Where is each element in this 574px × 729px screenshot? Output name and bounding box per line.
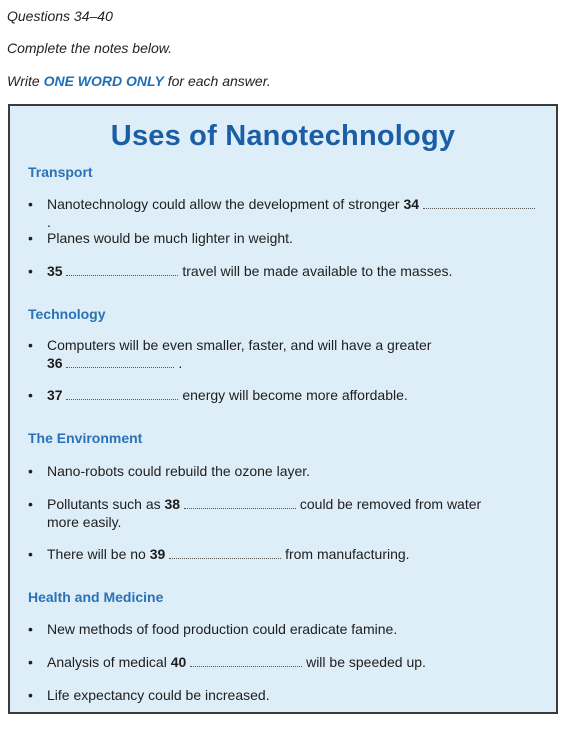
list-item [28, 653, 538, 671]
item-text: Planes would be much lighter in weight. [47, 230, 293, 246]
bullet: • [28, 463, 33, 479]
bullet: • [28, 337, 33, 353]
item-text: . [47, 214, 51, 230]
write-suffix: for each answer. [163, 73, 271, 89]
question-number: 38 [164, 496, 181, 512]
list-item [28, 686, 538, 704]
answer-gap-36[interactable] [66, 355, 174, 368]
question-number: 34 [403, 196, 420, 212]
word-limit-highlight: ONE WORD ONLY [43, 73, 164, 89]
questions-range: Questions 34–40 [7, 8, 113, 24]
question-number: 37 [47, 387, 63, 403]
answer-gap-39[interactable] [169, 546, 281, 559]
item-text: Analysis of medical [47, 654, 171, 670]
item-text: will be speeded up. [302, 654, 426, 670]
item-text: There will be no [47, 546, 150, 562]
question-number: 35 [47, 263, 63, 279]
answer-gap-40[interactable] [190, 654, 302, 667]
list-item [28, 195, 538, 231]
list-item [28, 386, 538, 404]
write-prefix: Write [7, 73, 44, 89]
item-text: Life expectancy could be increased. [47, 687, 270, 703]
bullet: • [28, 687, 33, 703]
bullet: • [28, 263, 33, 279]
section-heading-transport: Transport [28, 164, 93, 180]
item-text: energy will become more affordable. [178, 387, 408, 403]
item-text: from manufacturing. [281, 546, 410, 562]
item-text: New methods of food production could eradicate famine. [47, 621, 398, 637]
bullet: • [28, 230, 33, 246]
list-item [28, 229, 538, 247]
section-heading-health: Health and Medicine [28, 589, 164, 605]
item-text: Nano-robots could rebuild the ozone layer. [47, 463, 311, 479]
item-text: Pollutants such as [47, 496, 165, 512]
list-item [28, 545, 538, 563]
instruction-text: Complete the notes below. [7, 40, 172, 56]
answer-gap-34[interactable] [423, 196, 535, 209]
list-item [28, 620, 538, 638]
bullet: • [28, 387, 33, 403]
question-number: 40 [170, 654, 187, 670]
answer-gap-35[interactable] [66, 263, 178, 276]
bullet: • [28, 621, 33, 637]
item-text: travel will be made available to the masses. [178, 263, 453, 279]
list-item [28, 336, 538, 372]
notes-box [8, 104, 558, 714]
question-number: 36 [47, 355, 63, 371]
answer-gap-37[interactable] [66, 387, 178, 400]
notes-title: Uses of Nanotechnology [110, 120, 456, 152]
bullet: • [28, 196, 33, 212]
word-limit-instruction [7, 73, 271, 89]
list-item [28, 495, 538, 531]
bullet: • [28, 546, 33, 562]
item-text: could be removed from water [295, 496, 482, 512]
section-heading-technology: Technology [28, 306, 106, 322]
list-item [28, 262, 538, 280]
bullet: • [28, 496, 33, 512]
section-heading-environment: The Environment [28, 430, 143, 446]
item-text: Computers will be even smaller, faster, and will have a greater [47, 337, 432, 353]
list-item [28, 462, 538, 480]
item-text: . [174, 355, 183, 371]
bullet: • [28, 654, 33, 670]
item-text: more easily. [47, 514, 122, 530]
answer-gap-38[interactable] [184, 496, 296, 509]
question-number: 39 [149, 546, 166, 562]
item-text: Nanotechnology could allow the development of stronger [47, 196, 404, 212]
